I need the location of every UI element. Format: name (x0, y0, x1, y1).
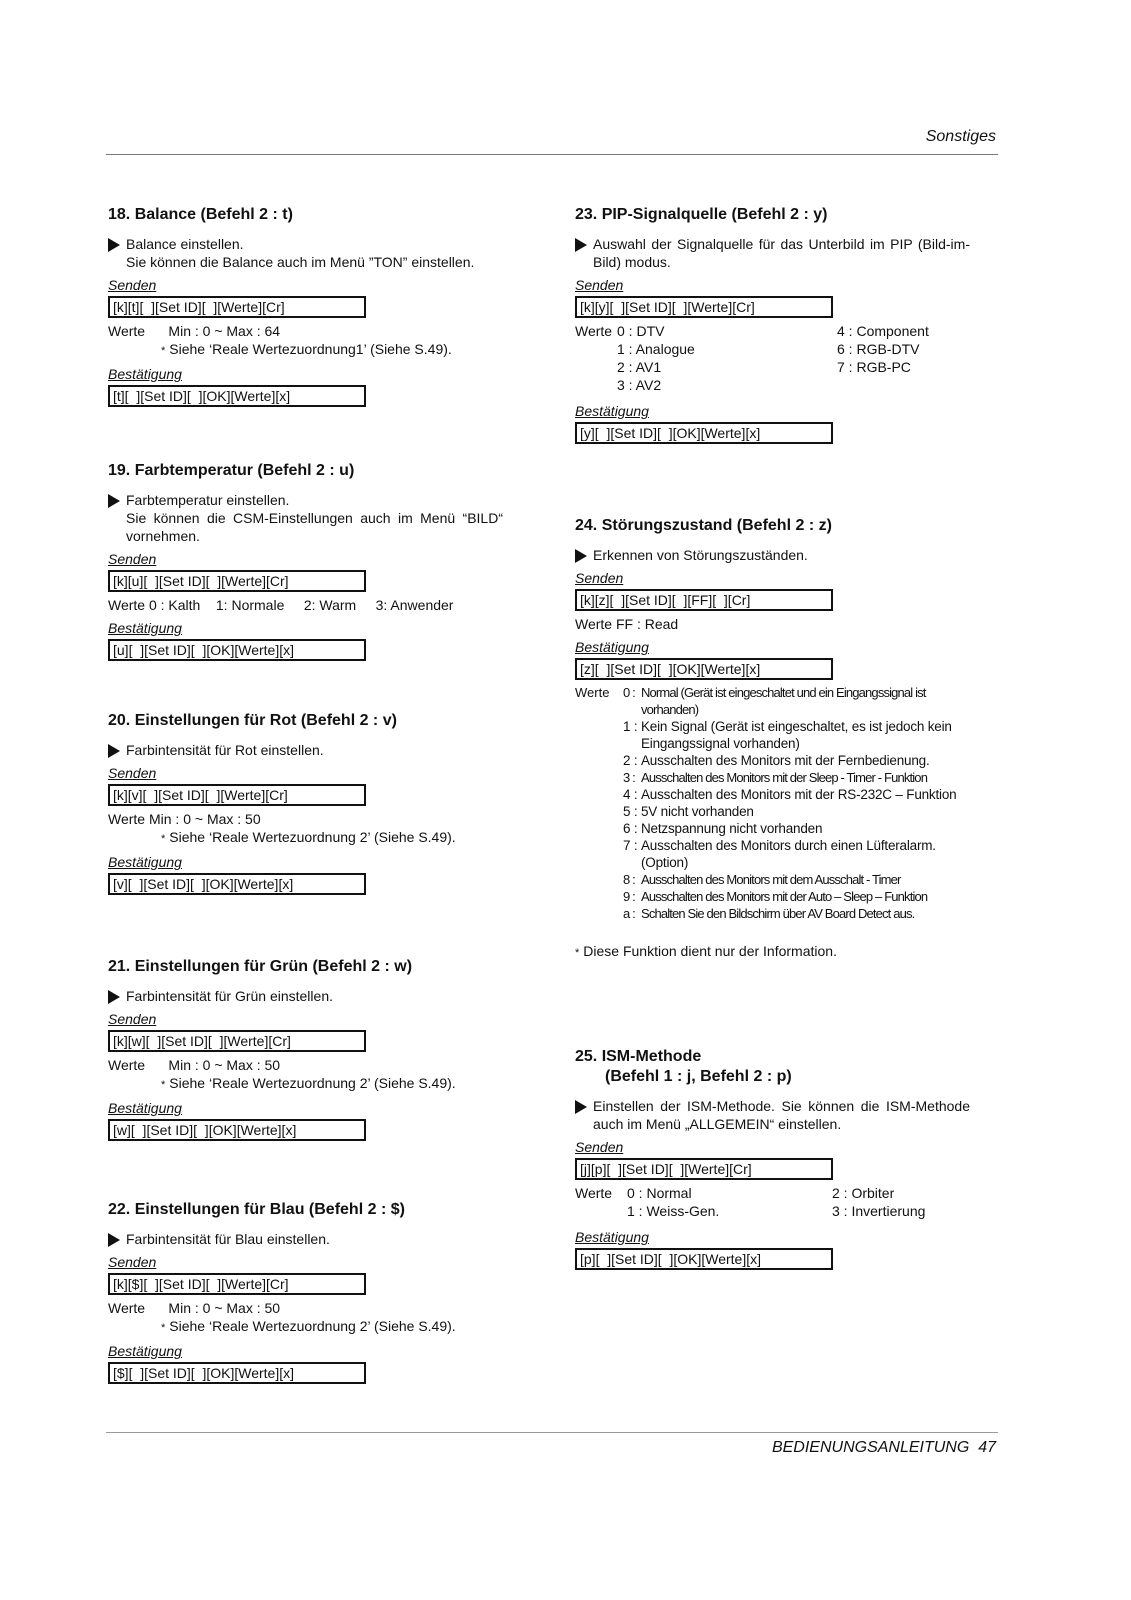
value-item: 4 : Component (837, 323, 929, 339)
value-item: 3 : Invertierung (832, 1203, 926, 1219)
section-title: 22. Einstellungen für Blau (Befehl 2 : $) (108, 1201, 405, 1218)
ack-label: Bestätigung (575, 403, 649, 419)
section-title-line: (Befehl 1 : j, Befehl 2 : p) (605, 1068, 792, 1085)
section-20-rot (108, 711, 503, 899)
send-label: Senden (108, 551, 157, 567)
section-title-line: 25. ISM-Methode (575, 1048, 702, 1065)
ack-command-box: [t][ ][Set ID][ ][OK][Werte][x] (108, 385, 366, 407)
error-text: Ausschalten des Monitors mit der Sleep - Timer - Funktion (641, 770, 928, 785)
error-code-item (623, 769, 970, 786)
ack-label: Bestätigung (575, 639, 649, 655)
section-19-farbtemperatur (108, 461, 503, 665)
section-name: Sonstiges (925, 128, 996, 145)
section-title: 24. Störungszustand (Befehl 2 : z) (575, 517, 832, 534)
manual-title: BEDIENUNGSANLEITUNG (771, 1439, 970, 1456)
send-command-box: [k][z][ ][Set ID][ ][FF][ ][Cr] (575, 589, 833, 611)
description (108, 987, 503, 1005)
footnote-text: Diese Funktion dient nur der Information. (583, 943, 837, 959)
ack-command-box: [z][ ][Set ID][ ][OK][Werte][x] (575, 658, 833, 680)
error-code: 2 : (623, 753, 638, 768)
send-command-box: [k][$][ ][Set ID][ ][Werte][Cr] (108, 1273, 366, 1295)
asterisk-icon: * (161, 833, 166, 845)
error-code: 4 : (623, 787, 638, 802)
description-line: Sie können die CSM-Einstellungen auch im Menü “BILD“ vornehmen. (126, 510, 503, 544)
note-text: Siehe ‘Reale Wertezuordnung 2’ (Siehe S.49). (169, 1318, 456, 1334)
section-21-gruen (108, 957, 503, 1145)
arrow-right-icon (108, 494, 120, 508)
note-text: Siehe ‘Reale Wertezuordnung1’ (Siehe S.49). (169, 341, 452, 357)
values-column-2 (832, 1184, 925, 1220)
error-code-item (623, 905, 970, 922)
error-code-item (623, 718, 970, 752)
values-range: Werte Min : 0 ~ Max : 50 (108, 1057, 281, 1073)
error-code-item (623, 820, 970, 837)
send-label: Senden (108, 1254, 157, 1270)
note (108, 1317, 503, 1337)
error-text: Ausschalten des Monitors durch einen Lüfteralarm. (Option) (641, 838, 936, 870)
error-code-item (623, 871, 970, 888)
error-text: Kein Signal (Gerät ist eingeschaltet, es ist jedoch kein Eingangssignal vorhanden) (641, 719, 952, 751)
section-25-ism-methode (575, 1047, 970, 1274)
value-item: 2 : Orbiter (832, 1185, 895, 1201)
ack-label: Bestätigung (108, 854, 182, 870)
description-line: Farbintensität für Blau einstellen. (126, 1231, 330, 1247)
error-code: 6 : (623, 821, 638, 836)
note (108, 1074, 503, 1094)
value-item: 0 : Normal (627, 1185, 692, 1201)
description (575, 546, 970, 564)
value-item: 0 : DTV (617, 323, 665, 339)
error-text: 5V nicht vorhanden (641, 804, 754, 819)
section-22-blau (108, 1200, 503, 1388)
error-text: Ausschalten des Monitors mit dem Ausschalt - Timer (641, 872, 901, 887)
error-text: Ausschalten des Monitors mit der Auto – Sleep – Funktion (641, 889, 928, 904)
error-text: Netzspannung nicht vorhanden (641, 821, 823, 836)
error-codes-list (623, 684, 970, 922)
values-label: Werte (575, 685, 610, 700)
send-label: Senden (575, 1139, 624, 1155)
send-label: Senden (108, 765, 157, 781)
section-title: 19. Farbtemperatur (Befehl 2 : u) (108, 462, 355, 479)
values-table (575, 322, 970, 394)
send-label: Senden (108, 1011, 157, 1027)
values-range: Werte Min : 0 ~ Max : 64 (108, 323, 281, 339)
arrow-right-icon (575, 1100, 587, 1114)
asterisk-icon: * (161, 345, 166, 357)
arrow-right-icon (108, 990, 120, 1004)
arrow-right-icon (575, 238, 587, 252)
error-code-item (623, 684, 970, 718)
asterisk-icon: * (161, 1079, 166, 1091)
section-title (575, 1047, 970, 1087)
description (108, 235, 503, 271)
arrow-right-icon (108, 1233, 120, 1247)
values-label: Werte (575, 1185, 613, 1201)
error-code: 3 : (623, 770, 635, 785)
ack-command-box: [p][ ][Set ID][ ][OK][Werte][x] (575, 1248, 833, 1270)
ack-command-box: [y][ ][Set ID][ ][OK][Werte][x] (575, 422, 833, 444)
values-table (575, 1184, 970, 1220)
values-block (108, 810, 503, 828)
ack-command-box: [$][ ][Set ID][ ][OK][Werte][x] (108, 1362, 366, 1384)
description-line: Einstellen der ISM-Methode. Sie können die ISM-Methode auch im Menü „ALLGEMEIN“ einstellen. (593, 1098, 970, 1132)
description (575, 235, 970, 271)
section-24-stoerungszustand (575, 516, 970, 962)
send-label: Senden (108, 277, 157, 293)
error-code: 5 : (623, 804, 638, 819)
note-text: Siehe ‘Reale Wertezuordnung 2’ (Siehe S.49). (169, 829, 456, 845)
note (108, 340, 503, 360)
arrow-right-icon (108, 238, 120, 252)
error-code: 0 : (623, 685, 635, 700)
ack-label: Bestätigung (108, 1100, 182, 1116)
send-command-box: [k][w][ ][Set ID][ ][Werte][Cr] (108, 1030, 366, 1052)
description (108, 1230, 503, 1248)
footer-text (772, 1439, 996, 1457)
error-text: Ausschalten des Monitors mit der Fernbedienung. (641, 753, 930, 768)
footnote (575, 942, 970, 962)
arrow-right-icon (108, 744, 120, 758)
description-line: Farbintensität für Rot einstellen. (126, 742, 324, 758)
error-code: 9 : (623, 889, 635, 904)
values-range: Werte Min : 0 ~ Max : 50 (108, 1300, 281, 1316)
value-item: 1 : Analogue (617, 341, 695, 357)
values-list: Werte 0 : Kalth 1: Normale 2: Warm 3: Anwender (108, 597, 454, 613)
error-codes-table (575, 684, 970, 922)
values-block (108, 322, 503, 340)
send-command-box: [j][p][ ][Set ID][ ][Werte][Cr] (575, 1158, 833, 1180)
note-text: Siehe ‘Reale Wertezuordnung 2’ (Siehe S.49). (169, 1075, 456, 1091)
values-block (108, 1056, 503, 1074)
send-command-box: [k][y][ ][Set ID][ ][Werte][Cr] (575, 296, 833, 318)
send-label: Senden (575, 277, 624, 293)
ack-command-box: [u][ ][Set ID][ ][OK][Werte][x] (108, 639, 366, 661)
send-command-box: [k][t][ ][Set ID][ ][Werte][Cr] (108, 296, 366, 318)
page-number: 47 (978, 1439, 996, 1456)
values-block (575, 615, 970, 633)
note (108, 828, 503, 848)
ack-command-box: [v][ ][Set ID][ ][OK][Werte][x] (108, 873, 366, 895)
ack-label: Bestätigung (108, 366, 182, 382)
ack-label: Bestätigung (575, 1229, 649, 1245)
error-code-item (623, 888, 970, 905)
description-line: Erkennen von Störungszuständen. (593, 547, 808, 563)
section-title: 18. Balance (Befehl 2 : t) (108, 206, 293, 223)
error-text: Schalten Sie den Bildschirm über AV Board Detect aus. (641, 906, 915, 921)
error-code: a : (623, 906, 635, 921)
description-line: Farbintensität für Grün einstellen. (126, 988, 333, 1004)
description (108, 741, 503, 759)
asterisk-icon: * (161, 1322, 166, 1334)
error-code: 7 : (623, 838, 638, 853)
error-code: 8 : (623, 872, 635, 887)
ack-command-box: [w][ ][Set ID][ ][OK][Werte][x] (108, 1119, 366, 1141)
asterisk-icon: * (575, 947, 580, 959)
values-label: Werte (575, 323, 613, 339)
value-item: 7 : RGB-PC (837, 359, 911, 375)
section-title: 21. Einstellungen für Grün (Befehl 2 : w) (108, 958, 413, 975)
value-item: 2 : AV1 (617, 359, 662, 375)
description (108, 491, 503, 545)
description-line: Auswahl der Signalquelle für das Unterbild im PIP (Bild-im-Bild) modus. (593, 236, 970, 270)
error-text: Normal (Gerät ist eingeschaltet und ein Eingangssignal ist vorhanden) (641, 685, 926, 717)
value-item: 1 : Weiss-Gen. (627, 1203, 720, 1219)
section-title: 20. Einstellungen für Rot (Befehl 2 : v) (108, 712, 397, 729)
arrow-right-icon (575, 549, 587, 563)
description (575, 1097, 970, 1133)
section-18-balance (108, 205, 503, 411)
send-command-box: [k][u][ ][Set ID][ ][Werte][Cr] (108, 570, 366, 592)
values-column-2 (837, 322, 929, 376)
description-line: Farbtemperatur einstellen. (126, 492, 290, 508)
ack-label: Bestätigung (108, 620, 182, 636)
values-block (108, 1299, 503, 1317)
values-block (108, 596, 503, 614)
value-item: 6 : RGB-DTV (837, 341, 920, 357)
page-footer (106, 1432, 998, 1463)
error-code-item (623, 803, 970, 820)
description-line: Balance einstellen. (126, 236, 244, 252)
value-item: 3 : AV2 (617, 377, 662, 393)
values-range: Werte Min : 0 ~ Max : 50 (108, 811, 261, 827)
send-command-box: [k][v][ ][Set ID][ ][Werte][Cr] (108, 784, 366, 806)
ack-label: Bestätigung (108, 1343, 182, 1359)
section-23-pip-signalquelle (575, 205, 970, 448)
section-title: 23. PIP-Signalquelle (Befehl 2 : y) (575, 206, 828, 223)
error-code-item (623, 786, 970, 803)
description-line: Sie können die Balance auch im Menü ”TON” einstellen. (126, 254, 475, 270)
error-code-item (623, 837, 970, 871)
values-read: Werte FF : Read (575, 616, 679, 632)
page-header (106, 126, 998, 155)
send-label: Senden (575, 570, 624, 586)
error-code-item (623, 752, 970, 769)
error-code: 1 : (623, 719, 638, 734)
error-text: Ausschalten des Monitors mit der RS-232C – Funktion (641, 787, 957, 802)
